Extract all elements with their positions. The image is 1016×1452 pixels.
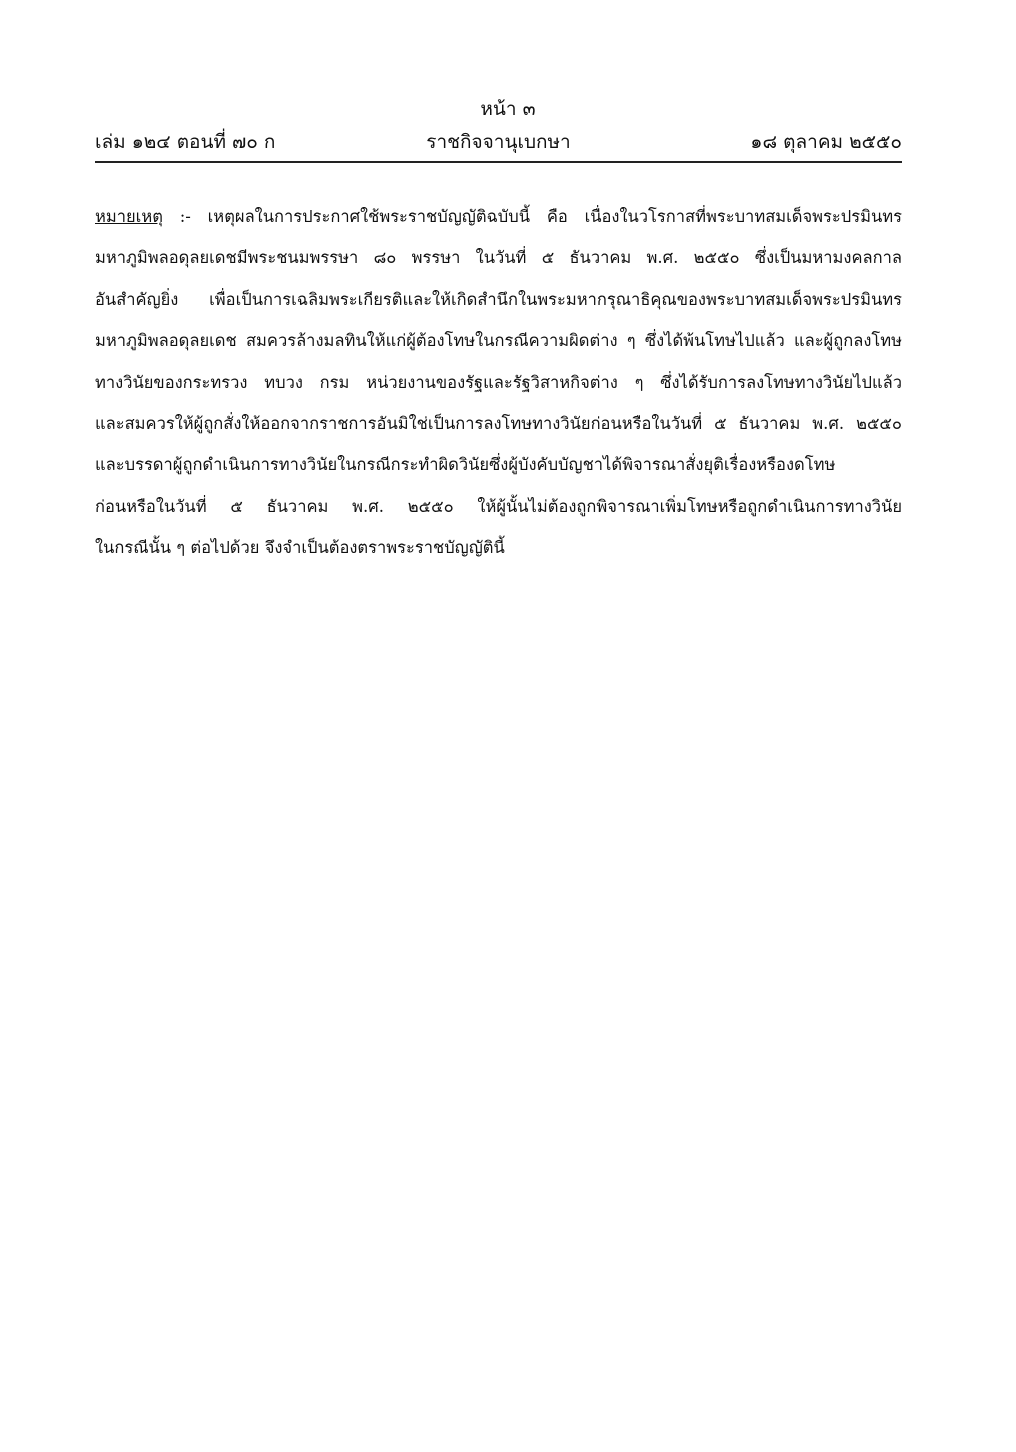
remark-section (95, 196, 902, 569)
remark-separator: :- (162, 207, 208, 226)
remark-line: และบรรดาผู้ถูกดำเนินการทางวินัยในกรณีกระทำผิดวินัยซึ่งผู้บังคับบัญชาได้พิจารณาสั่งยุติเรื่องหรืองดโทษ (95, 455, 836, 475)
remark-text: เหตุผลในการประกาศใช้พระราชบัญญัติฉบับนี้ คือ เนื่องในวโรกาสที่พระบาทสมเด็จพระปรมินทร (207, 207, 902, 226)
remark-line: มหาภูมิพลอดุลยเดช สมควรล้างมลทินให้แก่ผู้ต้องโทษในกรณีความผิดต่าง ๆ ซึ่งได้พ้นโทษไปแล้ว และผู้ถูกลงโทษ (95, 331, 902, 351)
remark-line-last: ในกรณีนั้น ๆ ต่อไปด้วย จึงจำเป็นต้องตราพระราชบัญญัตินี้ (95, 538, 505, 558)
remark-line: และสมควรให้ผู้ถูกสั่งให้ออกจากราชการอันมิใช่เป็นการลงโทษทางวินัยก่อนหรือในวันที่ ๕ ธันวาคม พ.ศ. ๒๕๕๐ (95, 413, 902, 433)
remark-line: อันสำคัญยิ่ง เพื่อเป็นการเฉลิมพระเกียรติและให้เกิดสำนึกในพระมหากรุณาธิคุณของพระบาทสมเด็จพระปรมินทร (95, 289, 902, 309)
publication-date: ๑๘ ตุลาคม ๒๕๕๐ (750, 131, 902, 153)
remark-line: มหาภูมิพลอดุลยเดชมีพระชนมพรรษา ๘๐ พรรษา ในวันที่ ๕ ธันวาคม พ.ศ. ๒๕๕๐ ซึ่งเป็นมหามงคลกาล (95, 248, 902, 268)
remark-label: หมายเหตุ (95, 207, 163, 226)
volume-issue-info: เล่ม ๑๒๔ ตอนที่ ๗๐ ก (95, 131, 276, 153)
remark-line: ก่อนหรือในวันที่ ๕ ธันวาคม พ.ศ. ๒๕๕๐ ให้ผู้นั้นไม่ต้องถูกพิจารณาเพิ่มโทษหรือถูกดำเนินการทางวินัย (95, 496, 902, 516)
remark-line (95, 196, 902, 237)
header-divider (95, 161, 902, 163)
gazette-header (95, 126, 902, 158)
remark-line: ทางวินัยของกระทรวง ทบวง กรม หน่วยงานของรัฐและรัฐวิสาหกิจต่าง ๆ ซึ่งได้รับการลงโทษทางวินัยไปแล้ว (95, 372, 902, 392)
publication-title: ราชกิจจานุเบกษา (426, 131, 571, 153)
page-number: หน้า ๓ (480, 98, 536, 120)
